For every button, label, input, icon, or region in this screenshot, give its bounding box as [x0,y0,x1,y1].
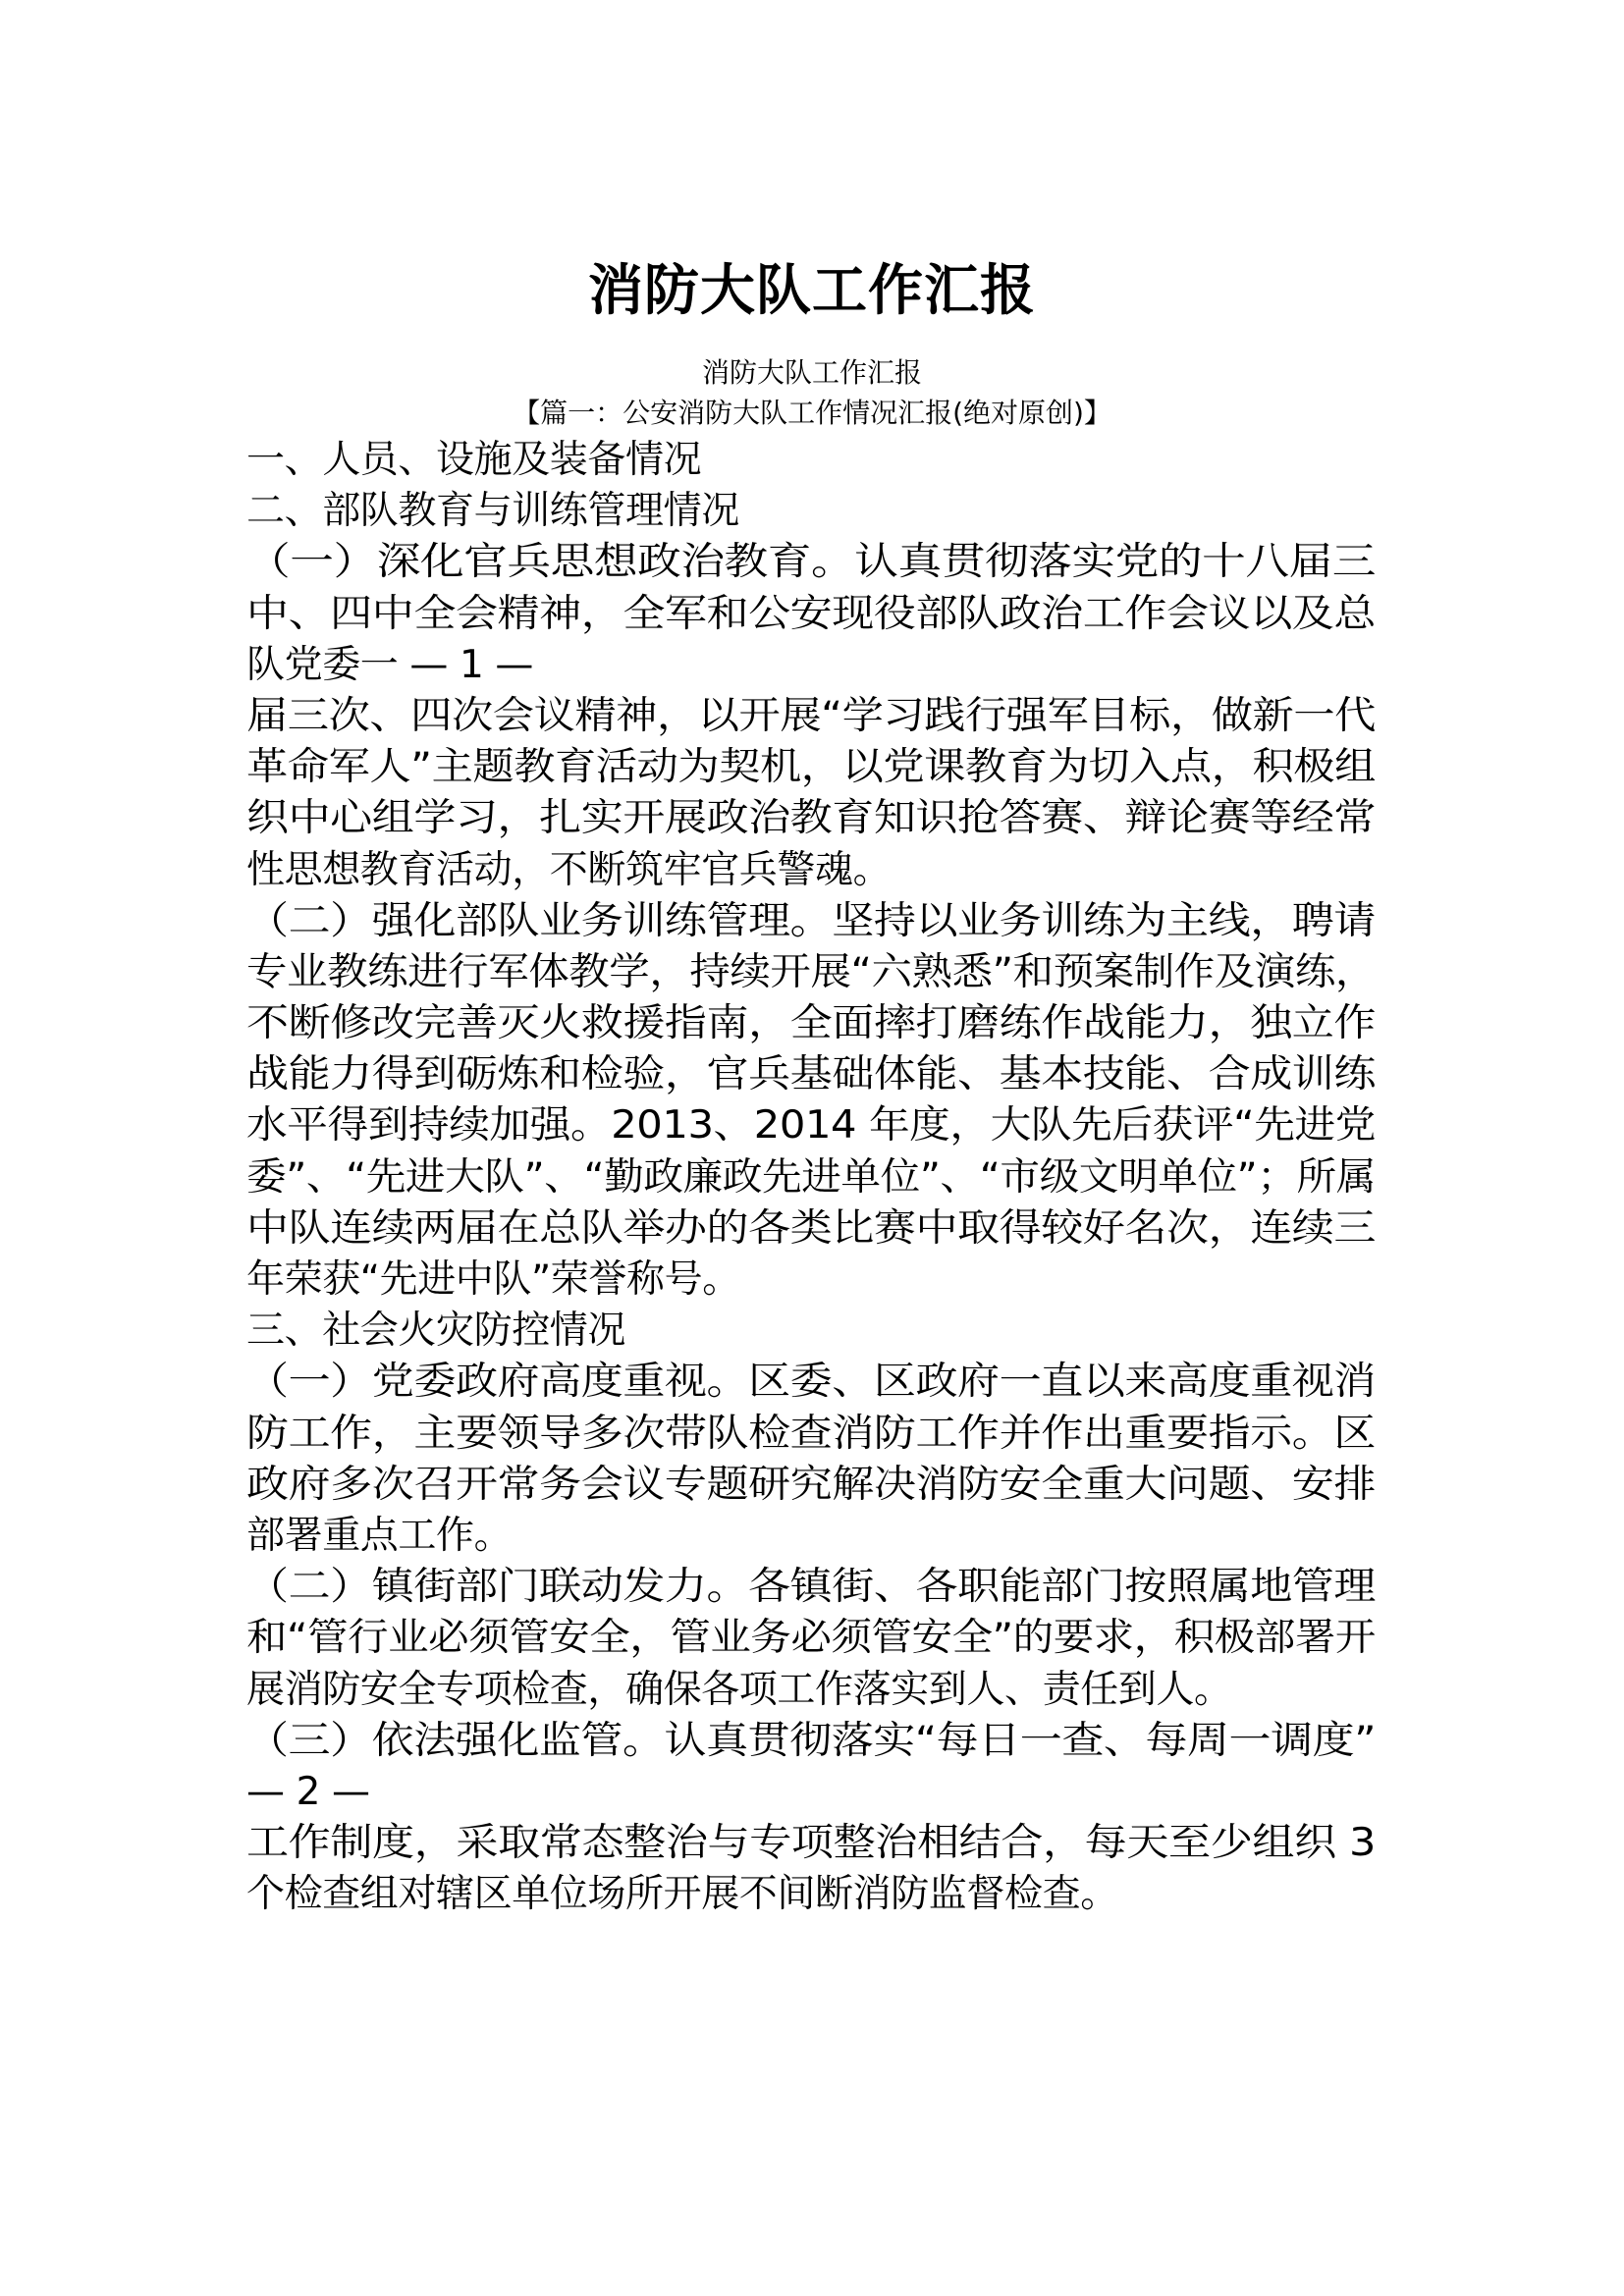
paragraph-line: 和“管行业必须管安全，管业务必须管安全”的要求，积极部署开 [246,1616,1376,1661]
paragraph-line: 性思想教育活动，不断筑牢官兵警魂。 [246,847,892,892]
paragraph-line: 中队连续两届在总队举办的各类比赛中取得较好名次，连续三 [246,1205,1376,1251]
paragraph-line: 革命军人”主题教育活动为契机，以党课教育为切入点，积极组 [246,745,1376,790]
document-title: 消防大队工作汇报 [588,259,1036,323]
paragraph-line: 中、四中全会精神，全军和公安现役部队政治工作会议以及总 [246,591,1376,636]
paragraph-line: （一）深化官兵思想政治教育。认真贯彻落实党的十八届三 [246,540,1377,585]
paragraph-line: （一）党委政府高度重视。区委、区政府一直以来高度重视消 [246,1360,1376,1405]
paragraph-line: 防工作，主要领导多次带队检查消防工作并作出重要指示。区 [246,1411,1376,1456]
paragraph-line: （二）强化部队业务训练管理。坚持以业务训练为主线，聘请 [246,898,1376,943]
paragraph-line: 战能力得到砺炼和检验，官兵基础体能、基本技能、合成训练 [246,1052,1376,1097]
paragraph-line-with-page-marker: 队党委一 — 1 — [246,642,534,687]
page-number-marker: — 2 — [246,1769,370,1814]
section-heading: 一、人员、设施及装备情况 [246,438,702,482]
paragraph-line: 部署重点工作。 [246,1513,513,1558]
document-body [246,435,1385,1920]
paragraph-line: 个检查组对辖区单位场所开展不间断消防监督检查。 [246,1872,1118,1917]
section-heading: 三、社会火灾防控情况 [246,1308,626,1354]
paragraph-line: 展消防安全专项检查，确保各项工作落实到人、责任到人。 [246,1667,1232,1712]
document-subtitle: 消防大队工作汇报 [701,356,922,389]
chapter-heading: 【篇一：公安消防大队工作情况汇报(绝对原创)】 [513,397,1111,429]
paragraph-line: 水平得到持续加强。2013、2014 年度，大队先后获评“先进党 [246,1103,1377,1148]
paragraph-line: 年荣获“先进中队”荣誉称号。 [246,1257,740,1302]
paragraph-line: 织中心组学习，扎实开展政治教育知识抢答赛、辩论赛等经常 [246,796,1376,841]
section-heading: 二、部队教育与训练管理情况 [246,489,739,534]
paragraph-line: 专业教练进行军体教学，持续开展“六熟悉”和预案制作及演练， [246,949,1376,994]
paragraph-line: 不断修改完善灭火救援指南，全面摔打磨练作战能力，独立作 [246,1001,1376,1046]
paragraph-line: 届三次、四次会议精神，以开展“学习践行强军目标，做新一代 [246,693,1376,738]
paragraph-line: 委”、“先进大队”、“勤政廉政先进单位”、“市级文明单位”；所属 [246,1154,1376,1200]
paragraph-line: （三）依法强化监管。认真贯彻落实“每日一查、每周一调度” [246,1718,1377,1763]
paragraph-line: （二）镇街部门联动发力。各镇街、各职能部门按照属地管理 [246,1565,1376,1610]
paragraph-line: 工作制度，采取常态整治与专项整治相结合，每天至少组织 3 [246,1821,1377,1866]
paragraph-line: 政府多次召开常务会议专题研究解决消防安全重大问题、安排 [246,1462,1376,1507]
